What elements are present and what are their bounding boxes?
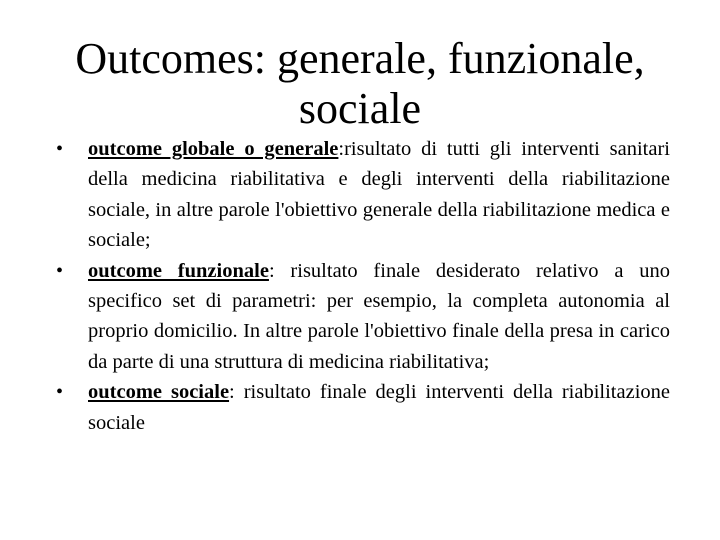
bullet-term: outcome funzionale bbox=[88, 259, 269, 282]
slide-title: Outcomes: generale, funzionale, sociale bbox=[75, 34, 645, 133]
bullet-item-generale bbox=[56, 134, 670, 256]
bullet-text: : risultato finale desiderato relativo a uno specifico set di parametri: per esempio, la completa autonomia al proprio domicilio. In altre parole l'obiettivo finale della presa in carico da parte di una struttura di medicina riabilitativa; bbox=[88, 259, 671, 373]
bullet-item-sociale bbox=[56, 377, 670, 438]
bullet-icon: • bbox=[56, 138, 64, 160]
bullet-text: : risultato finale degli interventi della riabilitazione sociale bbox=[88, 381, 670, 434]
bullet-term: outcome globale o generale bbox=[88, 138, 339, 160]
bullet-text: :risultato di tutti gli interventi sanitari della medicina riabilitativa e degli interventi della riabilitazione sociale, in altre parole l'obiettivo generale della riabilitazione medica e sociale; bbox=[88, 138, 670, 252]
bullet-item-funzionale bbox=[56, 256, 671, 378]
bullet-icon: • bbox=[56, 381, 64, 404]
bullet-term: outcome sociale bbox=[88, 381, 230, 404]
bullet-icon: • bbox=[56, 259, 64, 282]
bullet-list bbox=[56, 134, 671, 438]
